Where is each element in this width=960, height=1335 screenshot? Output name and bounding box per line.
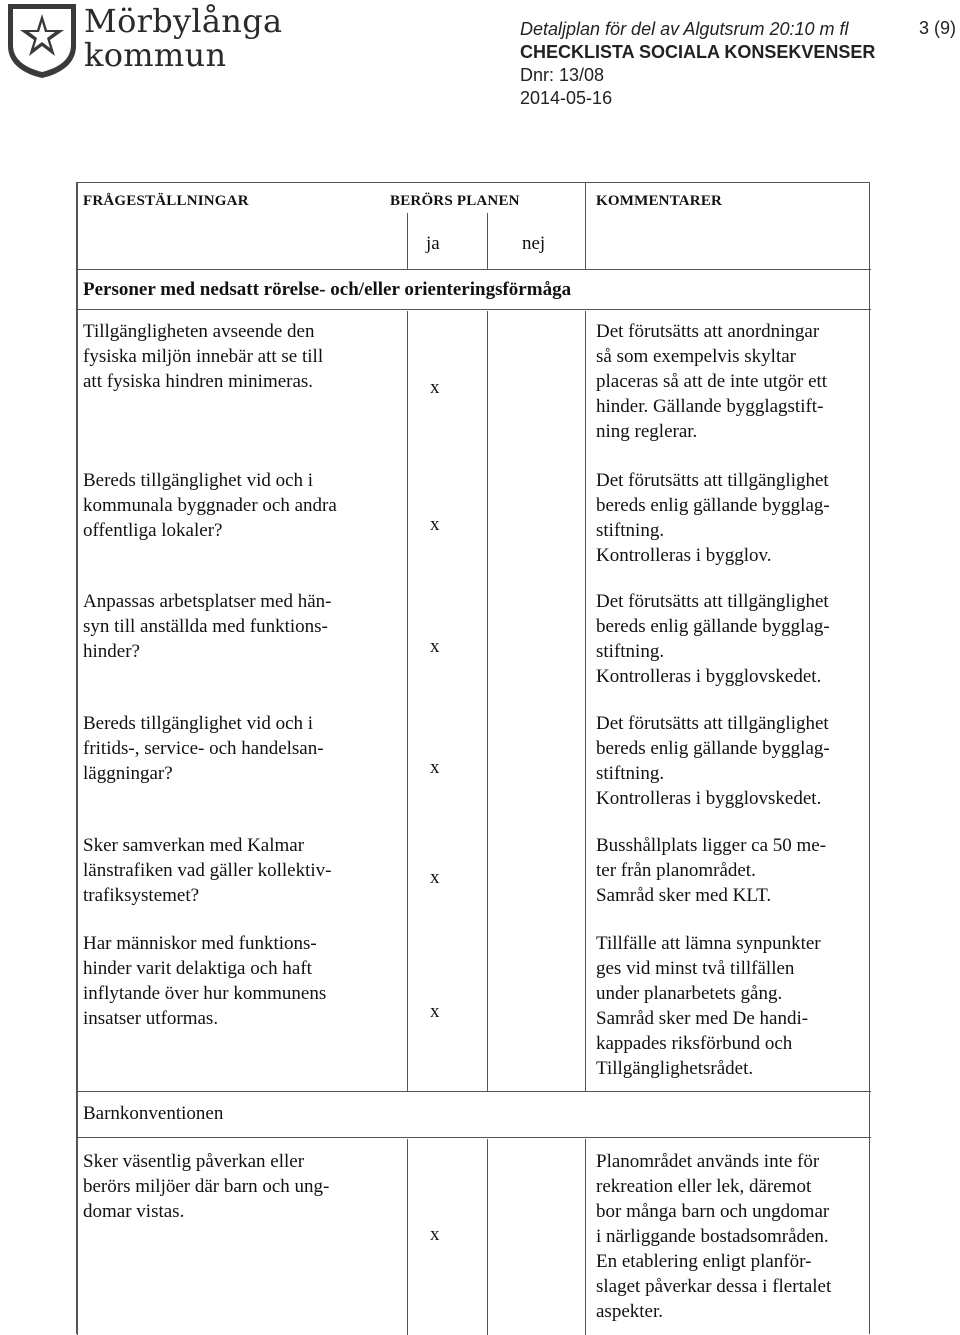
comment-line: Tillgänglighetsrådet. [596,1058,754,1079]
question-cell [83,931,383,1031]
municipality-crest-icon [4,0,80,80]
comment-line: ges vid minst två tillfällen [596,958,795,979]
comment-line: Samråd sker med De handi- [596,1008,809,1029]
question-line: insatser utformas. [83,1008,219,1029]
question-line: offentliga lokaler? [83,520,223,541]
comment-line: Kontrolleras i bygglovskedet. [596,666,822,687]
comment-line: Tillfälle att lämna synpunkter [596,933,821,954]
question-line: Tillgängligheten avseende den [83,321,315,342]
plan-title: Detaljplan för del av Algutsrum 20:10 m fl [520,19,849,39]
yes-mark: x [430,757,440,778]
comment-line: En etablering enligt planför- [596,1251,812,1272]
yes-mark: x [430,867,440,888]
column-header-affects-plan: BERÖRS PLANEN [390,193,520,209]
comment-line: ter från planområdet. [596,860,756,881]
question-line: fysiska miljön innebär att se till [83,346,324,367]
question-line: trafiksystemet? [83,885,200,906]
question-cell [83,319,383,394]
comment-line: Busshållplats ligger ca 50 me- [596,835,827,856]
comment-line: Det förutsätts att tillgänglighet [596,591,829,612]
question-line: länstrafiken vad gäller kollektiv- [83,860,332,881]
comment-line: bereds enlig gällande bygglag- [596,616,830,637]
comment-line: i närliggande bostadsområden. [596,1226,829,1247]
municipality-logo [4,0,283,84]
yes-mark: x [430,377,440,398]
yes-mark: x [430,514,440,535]
comment-line: under planarbetets gång. [596,983,783,1004]
question-line: domar vistas. [83,1201,185,1222]
question-line: Har människor med funktions- [83,933,317,954]
logo-line-2: kommun [84,36,227,74]
question-line: fritids-, service- och handelsan- [83,738,324,759]
question-line: Sker väsentlig påverkan eller [83,1151,305,1172]
comment-line: stiftning. [596,763,665,784]
question-line: Sker samverkan med Kalmar [83,835,305,856]
comment-line: stiftning. [596,520,665,541]
yes-mark: x [430,636,440,657]
question-line: berörs miljöer där barn och ung- [83,1176,330,1197]
comment-line: Det förutsätts att anordningar [596,321,820,342]
comment-line: placeras så att de inte utgör ett [596,371,828,392]
comment-line: slaget påverkar dessa i flertalet [596,1276,832,1297]
document-header [520,18,875,110]
column-header-comments: KOMMENTARER [596,193,723,209]
comment-line: rekreation eller lek, däremot [596,1176,812,1197]
logo-wordmark [84,4,282,72]
section-title-child-convention: Barnkonventionen [83,1103,224,1124]
question-line: Bereds tillgänglighet vid och i [83,713,314,734]
document-title: CHECKLISTA SOCIALA KONSEKVENSER [520,42,876,62]
question-line: att fysiska hindren minimeras. [83,371,314,392]
question-line: kommunala byggnader och andra [83,495,337,516]
question-line: hinder varit delaktiga och haft [83,958,312,979]
comment-line: Det förutsätts att tillgänglighet [596,713,829,734]
case-number: Dnr: 13/08 [520,65,605,85]
comment-line: aspekter. [596,1301,664,1322]
comment-line: Det förutsätts att tillgänglighet [596,470,829,491]
question-line: Bereds tillgänglighet vid och i [83,470,314,491]
comment-line: Kontrolleras i bygglov. [596,545,772,566]
comment-line: ning reglerar. [596,421,698,442]
comment-line: bor många barn och ungdomar [596,1201,830,1222]
yes-mark: x [430,1224,440,1245]
question-line: läggningar? [83,763,173,784]
comment-line: så som exempelvis skyltar [596,346,796,367]
question-line: inflytande över hur kommunens [83,983,327,1004]
column-header-no: nej [522,233,546,254]
comment-cell [596,833,871,908]
checklist-table [76,182,870,1334]
question-cell [83,833,383,908]
comment-cell [596,589,871,689]
comment-cell [596,468,871,568]
question-cell [83,468,383,543]
section-title-mobility: Personer med nedsatt rörelse- och/eller orienteringsförmåga [83,279,572,300]
question-line: syn till anställda med funktions- [83,616,328,637]
column-header-questions: FRÅGESTÄLLNINGAR [83,193,249,209]
comment-cell [596,1149,871,1324]
comment-line: Kontrolleras i bygglovskedet. [596,788,822,809]
comment-cell [596,711,871,811]
question-cell [83,589,383,664]
document-date: 2014-05-16 [520,88,613,108]
logo-line-1: Mörbylånga [84,2,283,40]
column-header-yes: ja [426,233,440,254]
comment-cell [596,931,871,1081]
comment-line: bereds enlig gällande bygglag- [596,495,830,516]
question-line: Anpassas arbetsplatser med hän- [83,591,332,612]
comment-cell [596,319,871,444]
comment-line: hinder. Gällande bygglagstift- [596,396,824,417]
comment-line: Planområdet används inte för [596,1151,820,1172]
comment-line: bereds enlig gällande bygglag- [596,738,830,759]
question-line: hinder? [83,641,140,662]
comment-line: Samråd sker med KLT. [596,885,772,906]
question-cell [83,711,383,786]
comment-line: kappades riksförbund och [596,1033,793,1054]
question-cell [83,1149,383,1224]
yes-mark: x [430,1001,440,1022]
comment-line: stiftning. [596,641,665,662]
page-number: 3 (9) [918,18,956,38]
